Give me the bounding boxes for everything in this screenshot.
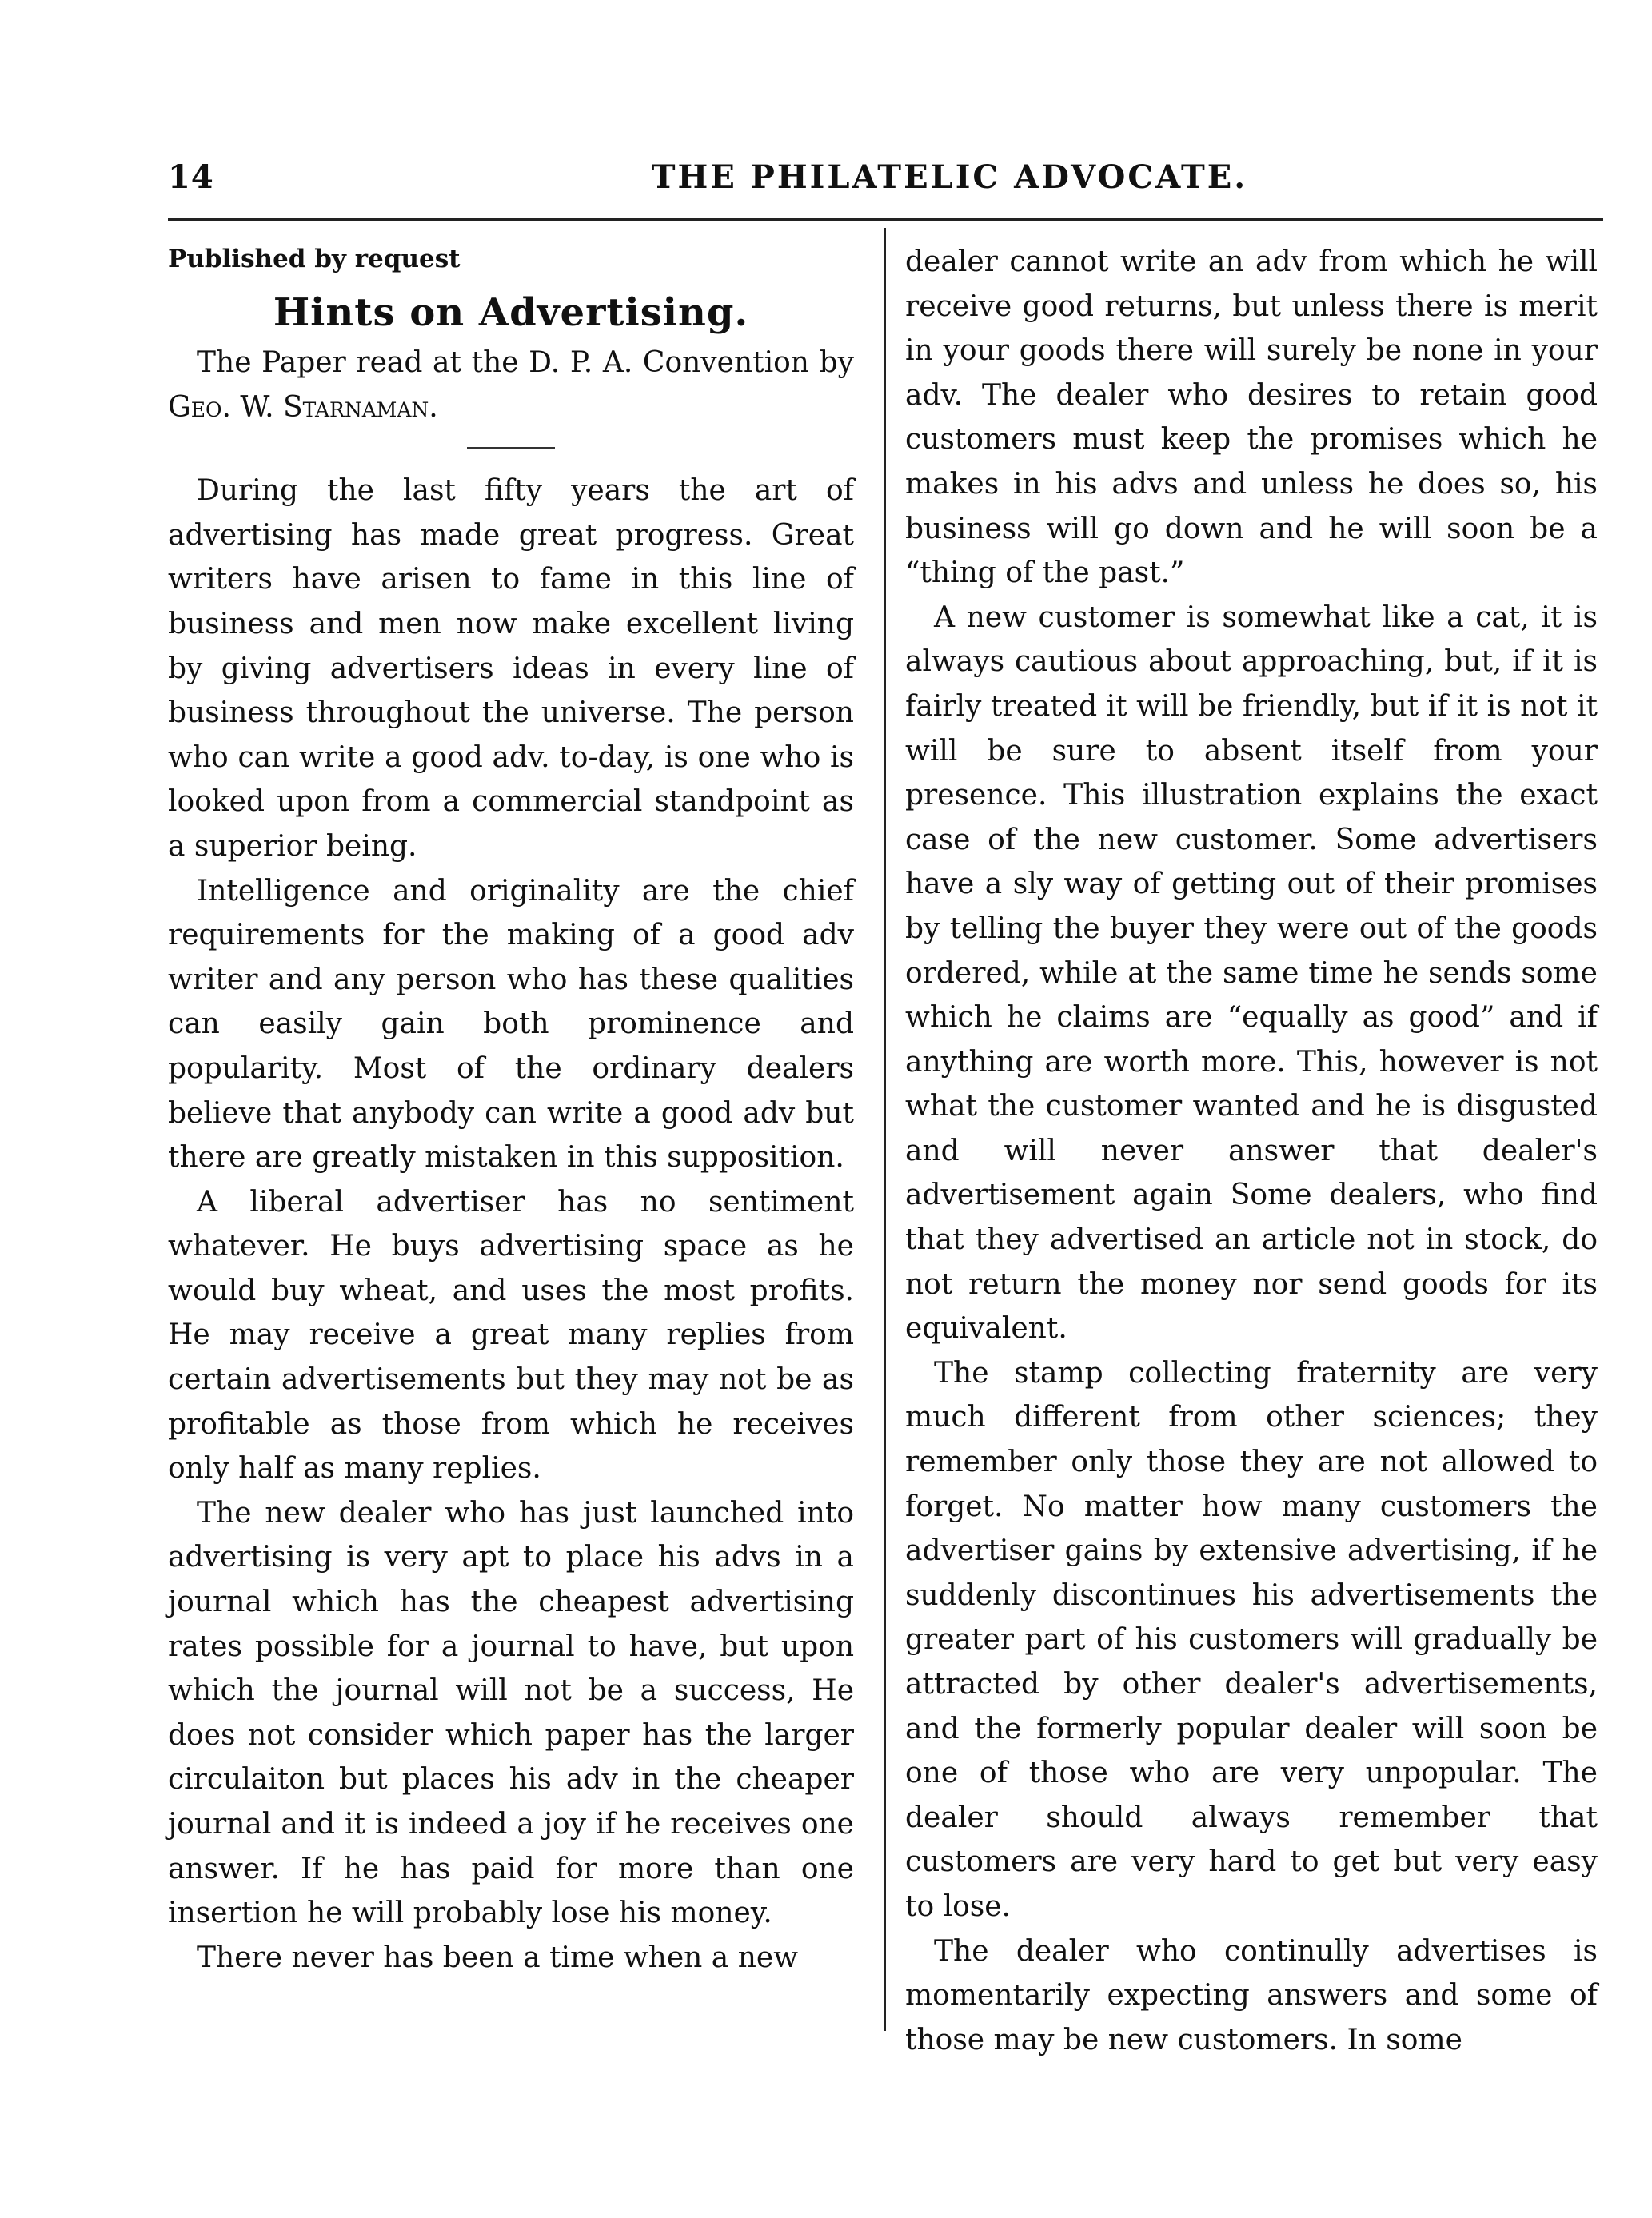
- page-number: 14: [168, 158, 214, 196]
- left-paragraph-1: During the last fifty years the art of advertising has made great progress. Great writers have arisen to fame in this line of business and men now make excellent living by giving advertisers ideas in every line of business throughout the universe. The person who can write a good adv. to-day, is one who is looked upon from a commercial standpoint as a superior being.: [168, 474, 854, 863]
- left-paragraph-5: There never has been a time when a new: [197, 1941, 799, 1974]
- page-header: [168, 158, 1603, 206]
- running-title: THE PHILATELIC ADVOCATE.: [651, 158, 1248, 196]
- author-name: Geo. W. Starnaman.: [168, 390, 438, 424]
- left-paragraph-4: The new dealer who has just launched into advertising is very apt to place his advs in a journal which has the cheapest advertising rates possible for a journal to have, but upon which the journal will not be a success, He does not consider which paper has the larger circulaiton but places his adv in the cheaper journal and it is indeed a joy if he receives one answer. If he has paid for more than one insertion he will probably lose his money.: [168, 1496, 854, 1930]
- right-paragraph-2: A new customer is somewhat like a cat, it is always cautious about approaching, but, if it is fairly treated it will be friendly, but if it is not it will be sure to absent itself from your presence. This illustration explains the exact case of the new customer. Some advertisers have a sly way of getting out of their promises by telling the buyer they were out of the goods ordered, while at the same time he sends some which he claims are “equally as good” and if anything are worth more. This, however is not what the customer wanted and he is disgusted and will never answer that dealer's advertisement again Some dealers, who find that they advertised an article not in stock, do not return the money nor send goods for its equivalent.: [905, 600, 1598, 1346]
- right-column: [905, 240, 1598, 2062]
- right-paragraph-1: dealer cannot write an adv from which he will receive good returns, but unless there is merit in your goods there will surely be none in your adv. The dealer who desires to retain good customers must keep the promises which he makes in his advs and unless he does so, his business will go down and he will soon be a “thing of the past.”: [905, 245, 1598, 590]
- right-paragraph-4: The dealer who continully advertises is momentarily expecting answers and some of those may be new customers. In some: [905, 1934, 1598, 2056]
- article-subtitle: [168, 341, 854, 429]
- left-paragraph-3: A liberal advertiser has no sentiment whatever. He buys advertising space as he would buy wheat, and uses the most profits. He may receive a great many replies from certain advertisements but they may not be as profitable as those from which he receives only half as many replies.: [168, 1185, 854, 1486]
- column-divider: [884, 228, 886, 2031]
- subtitle-text: The Paper read at the D. P. A. Convention by: [197, 346, 854, 379]
- title-rule: [467, 447, 555, 449]
- publication-note: Published by request: [168, 245, 461, 273]
- left-paragraph-2: Intelligence and originality are the chief requirements for the making of a good adv writer and any person who has these qualities can easily gain both prominence and popularity. Most of the ordinary dealers believe that anybody can write a good adv but there are greatly mistaken in this supposition.: [168, 874, 854, 1175]
- right-paragraph-3: The stamp collecting fraternity are very much different from other sciences; they remember only those they are not allowed to forget. No matter how many customers the advertiser gains by extensive advertising, if he suddenly discontinues his advertisements the greater part of his customers will gradually be attracted by other dealer's advertisements, and the formerly popular dealer will soon be one of those who are very unpopular. The dealer should always remember that customers are very hard to get but very easy to lose.: [905, 1356, 1598, 1923]
- header-rule: [168, 218, 1603, 221]
- left-column: [168, 240, 854, 1980]
- article-title: Hints on Advertising.: [273, 290, 749, 335]
